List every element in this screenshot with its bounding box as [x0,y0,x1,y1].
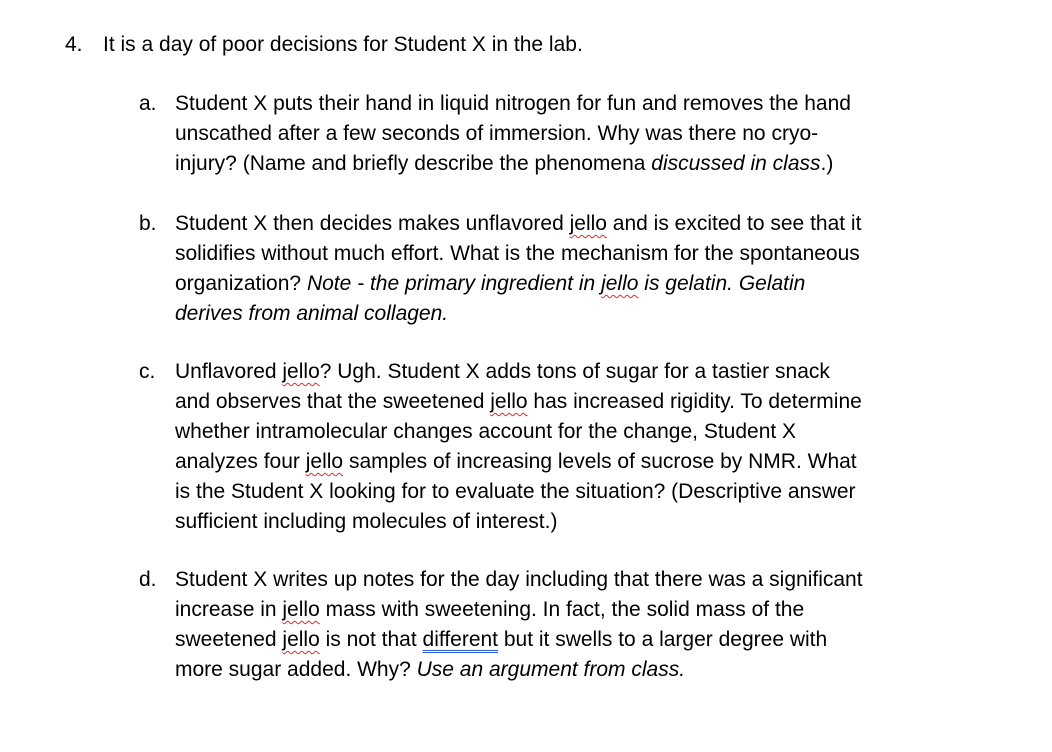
text-line: solidifies without much effort. What is the mechanism for the spontaneous [175,242,860,265]
text-run: injury? (Name and briefly describe the phenomena [175,152,652,175]
text-run: samples of increasing levels of sucrose by NMR. What [343,450,857,473]
spelling-flagged-word[interactable]: jello [490,390,528,413]
part-letter: b. [139,212,157,235]
text-run: and is excited to see that it [606,212,862,235]
text-line [175,149,975,179]
italic-text: Note - the primary ingredient in [306,272,602,295]
italic-text: derives from animal collagen. [175,302,449,325]
part-body [175,89,975,179]
text-run: Unflavored [175,360,283,383]
text-run: sweetened [175,628,283,651]
part-body [175,357,975,537]
text-line [175,447,975,477]
spelling-flagged-word[interactable]: jello [282,360,320,383]
text-run: and observes that the sweetened [175,390,491,413]
spelling-flagged-word[interactable]: jello [569,212,607,235]
italic-text: is gelatin. Gelatin [638,272,806,295]
text-run: more sugar added. Why? [175,658,417,681]
text-line [175,387,975,417]
text-run: is not that [319,628,423,651]
text-line [175,357,975,387]
italic-text: Use an argument from class. [416,658,686,681]
part-body [175,209,975,329]
spelling-flagged-word[interactable]: jello [282,628,320,651]
text-line [175,209,975,239]
text-line: Student X writes up notes for the day including that there was a significant [175,568,863,591]
spelling-flagged-word[interactable]: jello [282,598,320,621]
text-line: whether intramolecular changes account for the change, Student X [175,420,797,443]
part-letter: c. [139,360,156,383]
text-run: but it swells to a larger degree with [498,628,828,651]
text-run: increase in [175,598,283,621]
text-line: Student X puts their hand in liquid nitrogen for fun and removes the hand [175,92,851,115]
text-line [175,655,975,685]
spelling-flagged-word[interactable]: jello [305,450,344,473]
text-line: unscathed after a few seconds of immersion. Why was there no cryo- [175,122,819,145]
grammar-flagged-word[interactable]: different [422,628,499,651]
text-line [175,269,975,299]
text-run: analyzes four [175,450,306,473]
text-line [175,625,975,655]
text-line [175,299,975,329]
part-letter: d. [139,568,157,591]
text-run: .) [820,152,834,175]
part-letter: a. [139,92,157,115]
spelling-flagged-word[interactable]: jello [601,272,639,295]
italic-text: discussed in class [651,152,821,175]
text-run: organization? [175,272,307,295]
text-line [175,595,975,625]
text-run: mass with sweetening. In fact, the solid mass of the [319,598,805,621]
part-body [175,565,975,685]
text-line: is the Student X looking for to evaluate the situation? (Descriptive answer [175,480,856,503]
text-run: Student X then decides makes unflavored [175,212,570,235]
question-number: 4. [65,33,83,56]
text-line: sufficient including molecules of interest.) [175,510,558,533]
text-run: ? Ugh. Student X adds tons of sugar for a tastier snack [319,360,830,383]
text-run: has increased rigidity. To determine [527,390,862,413]
question-stem: It is a day of poor decisions for Student X in the lab. [103,33,583,56]
